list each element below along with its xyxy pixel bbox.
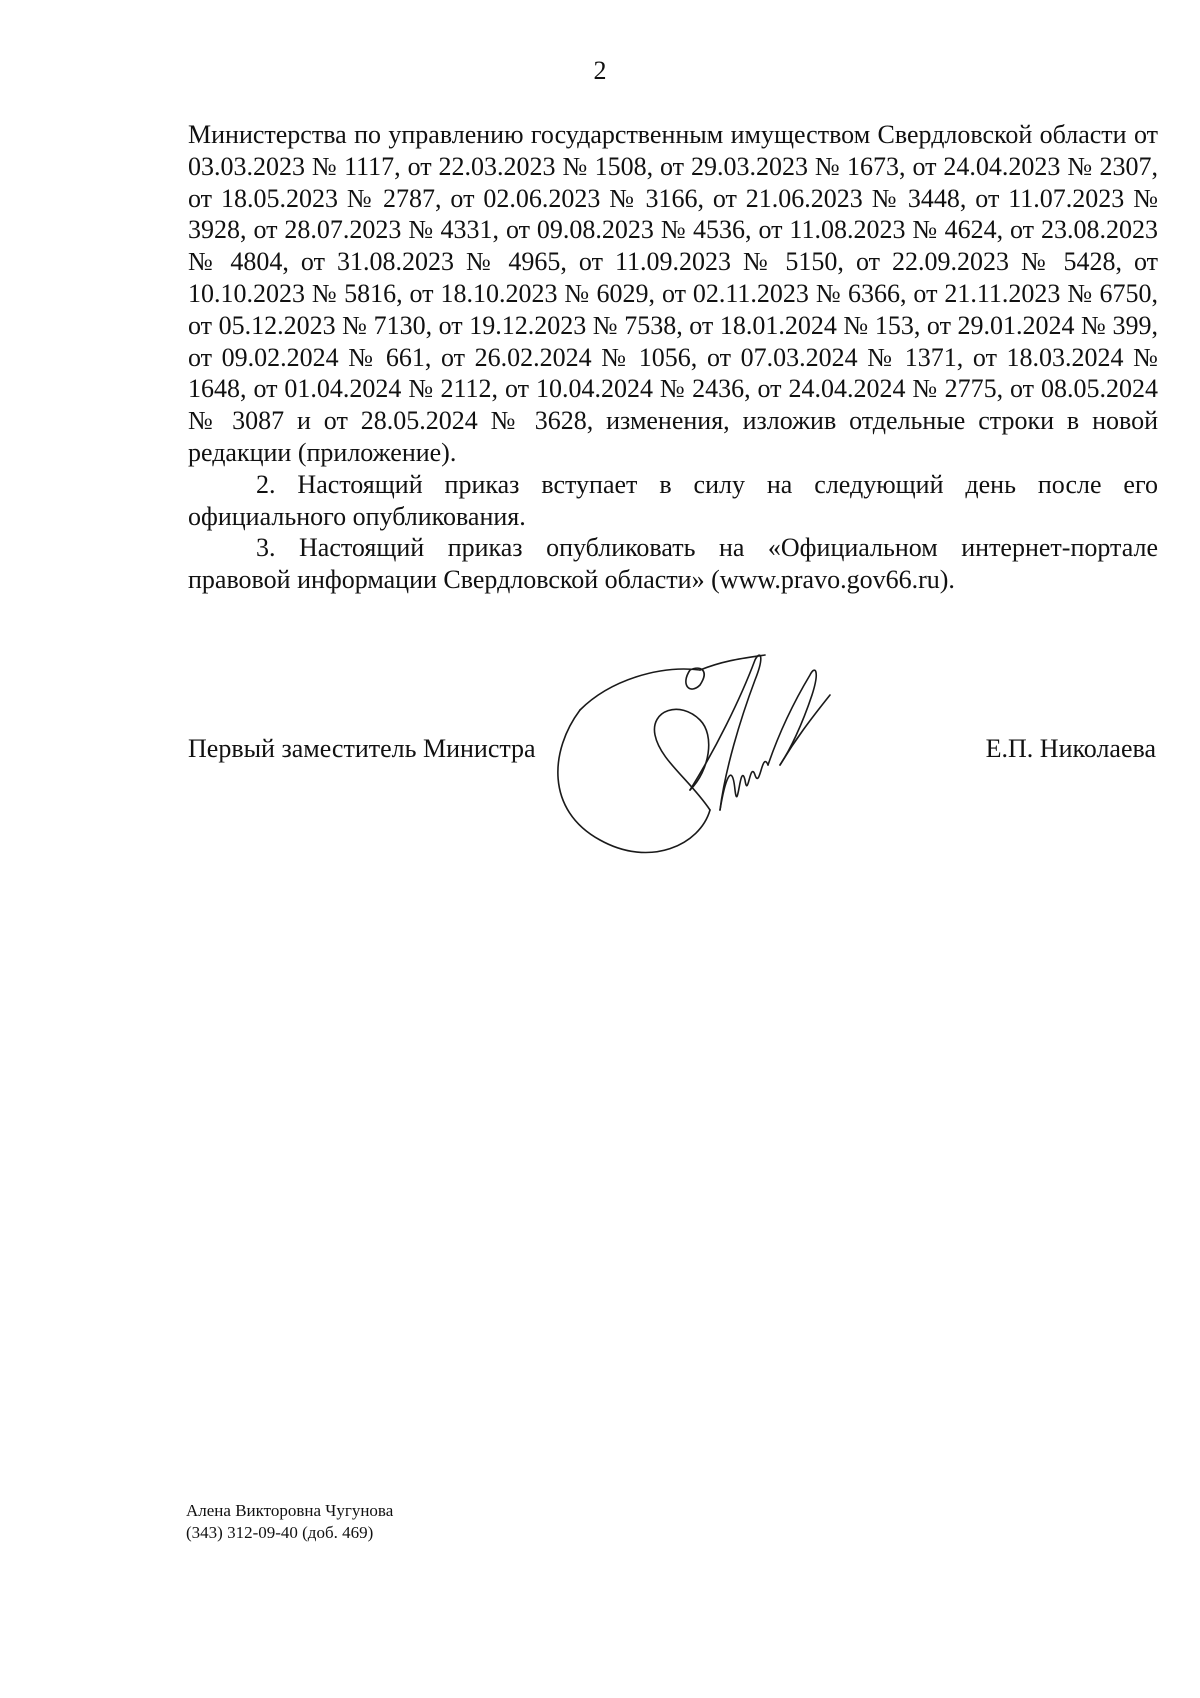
executor-name: Алена Викторовна Чугунова (186, 1501, 394, 1520)
body-paragraph-effective-date: 2. Настоящий приказ вступает в силу на следующий день после его официального опубликования. (188, 469, 1158, 531)
document-body (188, 119, 1158, 596)
handwritten-signature (540, 640, 900, 860)
signatory-name: Е.П. Николаева (985, 734, 1156, 763)
body-paragraph-publication: 3. Настоящий приказ опубликовать на «Официальном интернет-портале правовой информации Свердловской области» (www.pravo.gov66.ru). (188, 533, 1158, 595)
executor-info (186, 1500, 393, 1544)
body-paragraph-amendments: Министерства по управлению государственным имуществом Свердловской области от 03.03.2023 № 1117, от 22.03.2023 № 1508, от 29.03.2023 № 1673, от 24.04.2023 № 2307, от 18.05.2023 № 2787, от 02.06.2023 № 3166, от 21.06.2023 № 3448, от 11.07.2023 № 3928, от 28.07.2023 № 4331, от 09.08.2023 № 4536, от 11.08.2023 № 4624, от 23.08.2023 № 4804, от 31.08.2023 № 4965, от 11.09.2023 № 5150, от 22.09.2023 № 5428, от 10.10.2023 № 5816, от 18.10.2023 № 6029, от 02.11.2023 № 6366, от 21.11.2023 № 6750, от 05.12.2023 № 7130, от 19.12.2023 № 7538, от 18.01.2024 № 153, от 29.01.2024 № 399, от 09.02.2024 № 661, от 26.02.2024 № 1056, от 07.03.2024 № 1371, от 18.03.2024 № 1648, от 01.04.2024 № 2112, от 10.04.2024 № 2436, от 24.04.2024 № 2775, от 08.05.2024 № 3087 и от 28.05.2024 № 3628, изменения, изложив отдельные строки в новой редакции (приложение). (188, 120, 1158, 467)
page-number: 2 (593, 56, 607, 85)
signatory-position: Первый заместитель Министра (188, 734, 536, 763)
executor-phone: (343) 312-09-40 (доб. 469) (186, 1523, 374, 1542)
